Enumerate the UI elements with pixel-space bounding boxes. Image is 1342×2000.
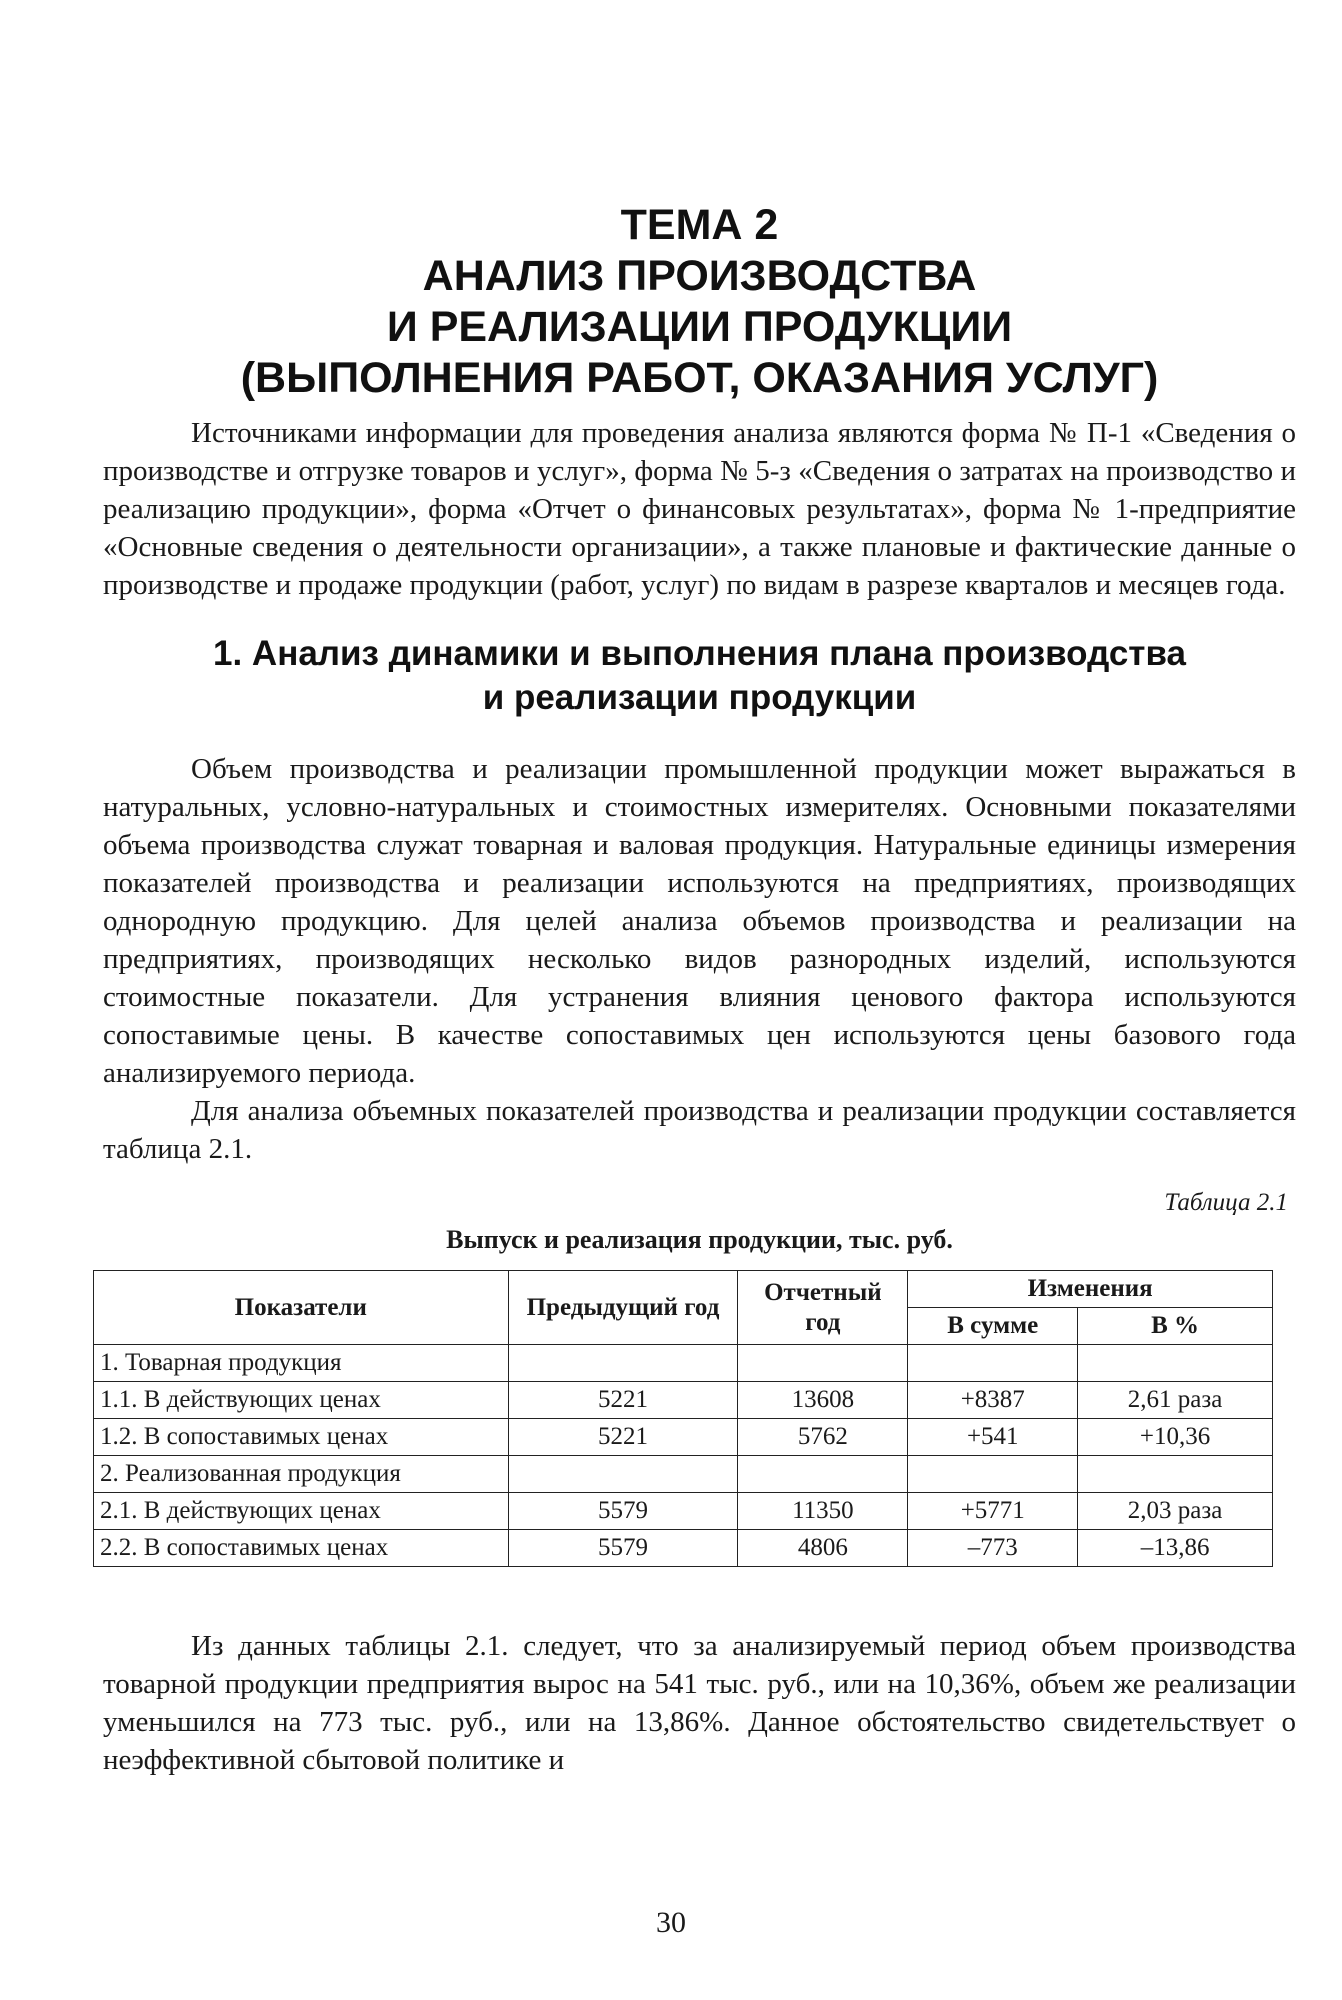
cell-current xyxy=(738,1345,908,1382)
section-title-line: и реализации продукции xyxy=(482,678,917,717)
header-in-sum: В сумме xyxy=(908,1308,1078,1345)
cell-current: 11350 xyxy=(738,1493,908,1530)
section-title-line: 1. Анализ динамики и выполнения плана производства xyxy=(213,634,1186,673)
row-label: 2.1. В действующих ценах xyxy=(94,1493,509,1530)
header-previous-year: Предыдущий год xyxy=(508,1271,738,1345)
cell-previous: 5579 xyxy=(508,1493,738,1530)
intro-paragraph: Источниками информации для проведения анализа являются форма № П-1 «Сведения о производстве и отгрузке товаров и услуг», форма № 5-з «Сведения о затратах на производство и реализацию продукции», форма «Отчет о финансовых результатах», форма № 1-предприятие «Основные сведения о деятельности организации», а также плановые и фактические данные о производстве и продаже продукции (работ, услуг) по видам в разрезе кварталов и месяцев года. xyxy=(103,417,1296,601)
row-label: 1.1. В действующих ценах xyxy=(94,1382,509,1419)
table-caption: Выпуск и реализация продукции, тыс. руб. xyxy=(446,1225,953,1254)
conclusion-paragraph: Из данных таблицы 2.1. следует, что за анализируемый период объем производства товарной продукции предприятия вырос на 541 тыс. руб., или на 10,36%, объем же реализации уменьшился на 773 тыс. руб., или на 13,86%. Данное обстоятельство свидетельствует о неэффективной сбытовой политике и xyxy=(103,1630,1296,1776)
table-row xyxy=(94,1456,1273,1493)
header-in-percent: В % xyxy=(1078,1308,1273,1345)
row-label: 2.2. В сопоставимых ценах xyxy=(94,1530,509,1567)
cell-previous xyxy=(508,1456,738,1493)
page-number: 30 xyxy=(656,1906,686,1939)
section-title xyxy=(103,632,1296,720)
row-label: 1. Товарная продукция xyxy=(94,1345,509,1382)
cell-current xyxy=(738,1456,908,1493)
table-row xyxy=(94,1419,1273,1456)
cell-percent: 2,61 раза xyxy=(1078,1382,1273,1419)
body-paragraph: Объем производства и реализации промышленной продукции может выражаться в натуральных, условно-натуральных и стоимостных измерителях. Основными показателями объема производства служат товарная и валовая продукция. Натуральные единицы измерения показателей производства и реализации используются на предприятиях, производящих однородную продукцию. Для целей анализа объемов производства и реализации на предприятиях, производящих несколько видов разнородных изделий, используются стоимостные показатели. Для устранения влияния ценового фактора используются сопоставимые цены. В качестве сопоставимых цен используются цены базового года анализируемого периода. xyxy=(103,753,1296,1089)
table-row xyxy=(94,1382,1273,1419)
cell-sum: +541 xyxy=(908,1419,1078,1456)
cell-previous: 5221 xyxy=(508,1382,738,1419)
cell-percent: 2,03 раза xyxy=(1078,1493,1273,1530)
row-label: 2. Реализованная продукция xyxy=(94,1456,509,1493)
cell-sum: +5771 xyxy=(908,1493,1078,1530)
cell-percent xyxy=(1078,1456,1273,1493)
cell-percent xyxy=(1078,1345,1273,1382)
table-row xyxy=(94,1345,1273,1382)
cell-sum xyxy=(908,1456,1078,1493)
cell-sum xyxy=(908,1345,1078,1382)
cell-previous: 5221 xyxy=(508,1419,738,1456)
cell-current: 4806 xyxy=(738,1530,908,1567)
header-changes: Изменения xyxy=(908,1271,1273,1308)
chapter-title-line: АНАЛИЗ ПРОИЗВОДСТВА xyxy=(422,252,977,300)
cell-sum: +8387 xyxy=(908,1382,1078,1419)
header-indicators: Показатели xyxy=(94,1271,509,1345)
cell-percent: –13,86 xyxy=(1078,1530,1273,1567)
chapter-title-line: И РЕАЛИЗАЦИИ ПРОДУКЦИИ xyxy=(386,303,1013,351)
header-current-year: Отчетный год xyxy=(738,1271,908,1345)
chapter-number: ТЕМА 2 xyxy=(620,201,779,249)
table-label: Таблица 2.1 xyxy=(1164,1189,1288,1216)
cell-current: 13608 xyxy=(738,1382,908,1419)
cell-previous: 5579 xyxy=(508,1530,738,1567)
table-row xyxy=(94,1493,1273,1530)
body-paragraph: Для анализа объемных показателей производства и реализации продукции составляется таблица 2.1. xyxy=(103,1095,1296,1165)
cell-sum: –773 xyxy=(908,1530,1078,1567)
chapter-title xyxy=(103,200,1296,404)
table-header-row xyxy=(94,1271,1273,1308)
output-sales-table xyxy=(93,1270,1273,1567)
cell-current: 5762 xyxy=(738,1419,908,1456)
cell-previous xyxy=(508,1345,738,1382)
table-row xyxy=(94,1530,1273,1567)
row-label: 1.2. В сопоставимых ценах xyxy=(94,1419,509,1456)
cell-percent: +10,36 xyxy=(1078,1419,1273,1456)
chapter-title-line: (ВЫПОЛНЕНИЯ РАБОТ, ОКАЗАНИЯ УСЛУГ) xyxy=(240,354,1159,402)
